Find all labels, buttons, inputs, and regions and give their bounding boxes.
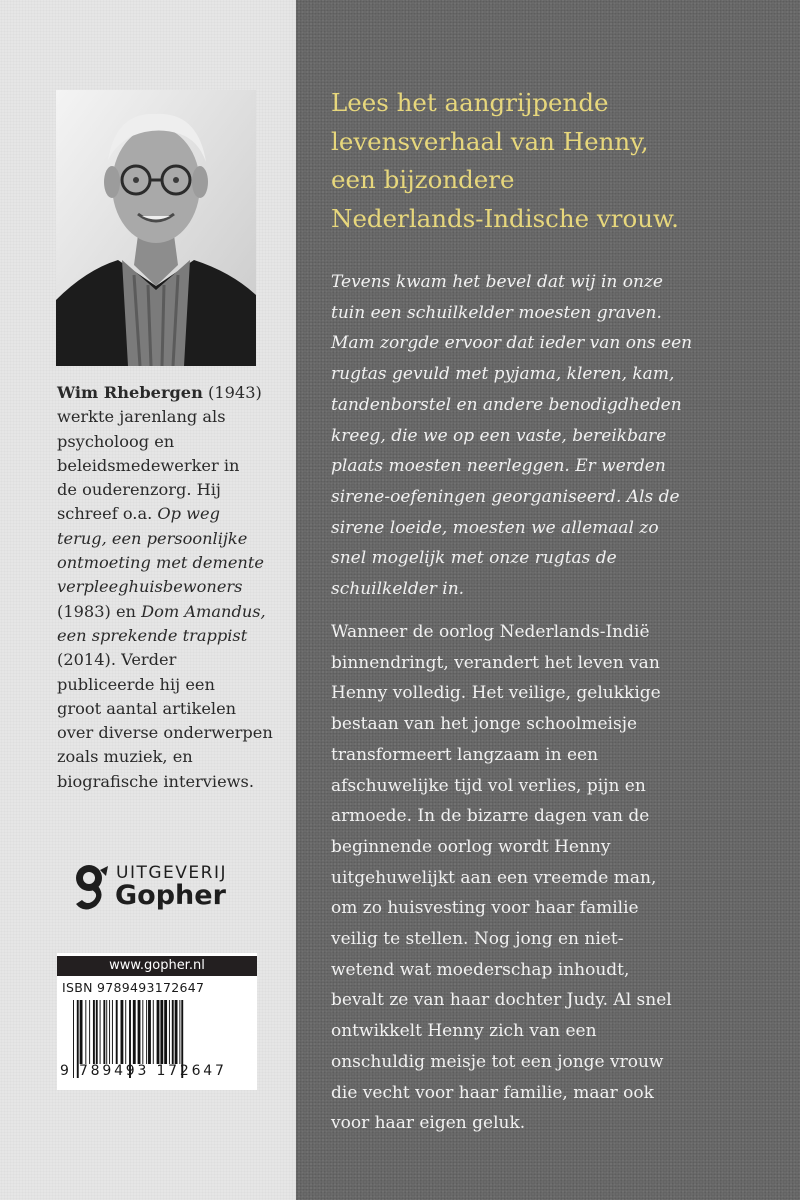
barcode-bar <box>169 1000 170 1064</box>
author-name: Wim Rhebergen <box>57 383 203 402</box>
bio-text: de ouderenzorg. Hij <box>57 480 221 500</box>
bio-line <box>57 478 279 502</box>
barcode-bar <box>121 1000 124 1064</box>
blurb-line: wetend wat moederschap inhoudt, <box>331 959 630 980</box>
bio-text: (1943) <box>202 383 262 402</box>
headline-line: Nederlands-Indische vrouw. <box>331 203 679 233</box>
barcode-bar <box>89 1000 90 1064</box>
bio-text: schreef o.a. <box>57 504 158 524</box>
blurb-line: bestaan van het jonge schoolmeisje <box>331 714 638 735</box>
book-title-text: terug, een persoonlijke <box>57 528 248 548</box>
bio-line <box>57 454 279 478</box>
quote-line: plaats moesten neerleggen. Er werden <box>331 456 666 477</box>
bio-text: (2014). Verder <box>57 650 177 670</box>
bio-text: publiceerde hij een <box>57 674 215 694</box>
author-photo-image <box>56 90 256 366</box>
barcode-bar <box>142 1000 143 1064</box>
headline-line: levensverhaal van Henny, <box>331 126 649 156</box>
barcode-bar <box>125 1000 126 1064</box>
bio-line <box>57 673 279 697</box>
book-title-text: verpleeghuisbewoners <box>57 577 243 597</box>
barcode-bar <box>80 1000 83 1064</box>
publisher-url[interactable]: www.gopher.nl <box>57 956 257 976</box>
author-photo <box>56 90 256 366</box>
quote-line: schuilkelder in. <box>331 579 465 600</box>
barcode-bar <box>103 1000 105 1064</box>
barcode-bar <box>112 1000 113 1064</box>
bio-text: biografische interviews. <box>57 771 254 791</box>
book-title-text: Op weg <box>157 504 220 524</box>
barcode-digits: 9 789493 172647 <box>60 1063 227 1079</box>
excerpt-quote <box>331 267 786 605</box>
headline-line: Lees het aangrijpende <box>331 88 609 117</box>
bio-line <box>57 502 279 526</box>
bio-text: over diverse onderwerpen <box>57 723 273 743</box>
barcode-bar <box>100 1000 101 1064</box>
barcode-bar <box>179 1000 180 1064</box>
author-bio <box>57 381 279 794</box>
barcode-bar <box>153 1000 154 1064</box>
book-title-text: Dom Amandus, <box>141 601 266 621</box>
blurb-line: die vecht voor haar familie, maar ook <box>331 1082 654 1103</box>
blurb-line: onschuldig meisje tot een jonge vrouw <box>331 1051 664 1072</box>
quote-line: Mam zorgde ervoor dat ieder van ons een <box>331 333 693 354</box>
barcode-bar <box>148 1000 151 1064</box>
bio-line <box>57 745 279 769</box>
barcode-bar <box>160 1000 163 1064</box>
quote-line: tandenborstel en andere benodigdheden <box>331 394 682 415</box>
quote-line: snel mogelijk met onze rugtas de <box>331 548 617 569</box>
barcode-bar <box>133 1000 136 1064</box>
publisher-logo-top: UITGEVERIJ <box>116 863 227 883</box>
bio-line <box>57 648 279 672</box>
bio-text: werkte jarenlang als <box>57 407 226 427</box>
blurb-line: transformeert langzaam in een <box>331 744 599 765</box>
blurb-line: bevalt ze van haar dochter Judy. Al snel <box>331 990 672 1011</box>
book-title-text: een sprekende trappist <box>57 625 248 645</box>
bio-line <box>57 600 279 624</box>
barcode-bar <box>109 1000 110 1064</box>
gopher-g-icon <box>72 862 112 914</box>
headline <box>331 84 791 238</box>
bio-line <box>57 381 279 405</box>
barcode-bar <box>106 1000 107 1064</box>
barcode-bar <box>146 1000 147 1064</box>
blurb-line: afschuwelijke tijd vol verlies, pijn en <box>331 775 646 796</box>
barcode-bar <box>96 1000 98 1064</box>
quote-line: kreeg, die we op een vaste, bereikbare <box>331 425 667 446</box>
blurb-line: uitgehuwelijkt aan een vreemde man, <box>331 867 657 888</box>
blurb-line: Wanneer de oorlog Nederlands-Indië <box>331 622 650 642</box>
quote-line: Tevens kwam het bevel dat wij in onze <box>331 272 663 292</box>
barcode-bar <box>157 1000 160 1064</box>
publisher-logo <box>72 860 252 920</box>
bio-text: beleidsmedewerker in <box>57 455 240 475</box>
quote-line: sirene loeide, moesten we allemaal zo <box>331 517 659 538</box>
blurb-line: beginnende oorlog wordt Henny <box>331 836 611 857</box>
bio-text: zoals muziek, en <box>57 747 193 767</box>
isbn-label: ISBN 9789493172647 <box>62 980 205 995</box>
bio-line <box>57 624 279 648</box>
bio-line <box>57 430 279 454</box>
barcode-bar <box>172 1000 174 1064</box>
blurb-line: ontwikkelt Henny zich van een <box>331 1021 597 1042</box>
headline-line: een bijzondere <box>331 165 515 194</box>
bio-text: groot aantal artikelen <box>57 698 237 718</box>
barcode-bar <box>85 1000 86 1064</box>
barcode-bar <box>164 1000 167 1064</box>
barcode-bar <box>175 1000 178 1064</box>
blurb-line: veilig te stellen. Nog jong en niet- <box>331 929 624 950</box>
blurb-line: om zo huisvesting voor haar familie <box>331 898 639 919</box>
bio-line <box>57 770 279 794</box>
blurb-line: armoede. In de bizarre dagen van de <box>331 806 650 827</box>
bio-line <box>57 405 279 429</box>
quote-line: tuin een schuilkelder moesten graven. <box>331 302 662 323</box>
barcode-bar <box>138 1000 141 1064</box>
bio-line <box>57 551 279 575</box>
blurb-line: voor haar eigen geluk. <box>331 1113 526 1134</box>
blurb-line: Henny volledig. Het veilige, gelukkige <box>331 683 661 704</box>
book-title-text: ontmoeting met demente <box>57 553 264 573</box>
blurb-line: binnendringt, verandert het leven van <box>331 652 660 673</box>
publisher-logo-name: Gopher <box>115 880 226 911</box>
blurb-text <box>331 617 786 1139</box>
barcode-box <box>57 953 257 1090</box>
barcode-bar <box>93 1000 95 1064</box>
bio-line <box>57 697 279 721</box>
quote-line: sirene-oefeningen georganiseerd. Als de <box>331 486 680 507</box>
bio-text: psycholoog en <box>57 431 175 451</box>
bio-line <box>57 575 279 599</box>
bio-text: (1983) en <box>57 601 142 621</box>
bio-line <box>57 721 279 745</box>
bio-line <box>57 527 279 551</box>
barcode-bar <box>116 1000 118 1064</box>
quote-line: rugtas gevuld met pyjama, kleren, kam, <box>331 364 675 385</box>
